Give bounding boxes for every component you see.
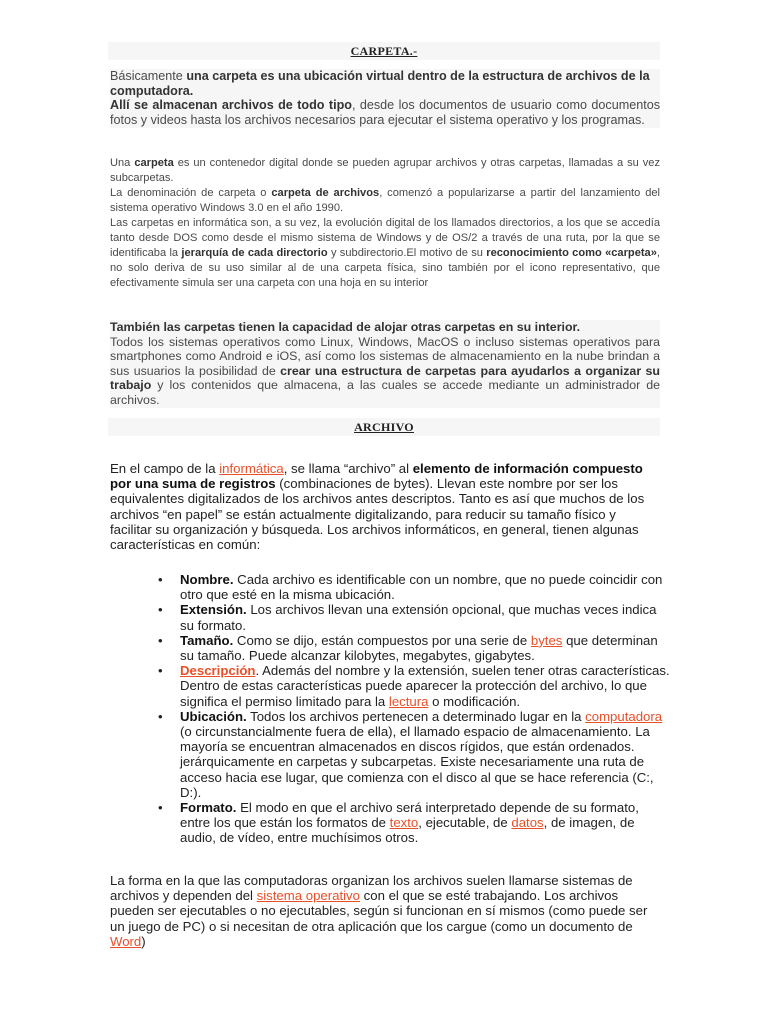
- carpeta-subfolders: [110, 320, 660, 408]
- archivo-closing-text: [110, 873, 662, 949]
- t: Las carpetas en informática son, a su vez, la evolución digital de los llamados directorios, a los que se accedía tanto desde DOS como desde el mismo sistema de Windows y de OS/2 a través de una ruta, por la que se identificaba la: [110, 217, 660, 259]
- t: , no solo deriva de su uso similar al de una carpeta física, sino también por el icono representativo, que efectivamente simula ser una carpeta con una hoja en su interior: [110, 247, 660, 289]
- intro-bold: una carpeta es una ubicación virtual dentro de la estructura de archivos de la computadora.: [110, 69, 650, 98]
- archivo-features-list: [110, 572, 670, 846]
- bullet: •: [158, 602, 163, 618]
- carpeta-details: [110, 156, 660, 291]
- t: Todos los sistemas operativos como Linux, Windows, MacOS o incluso sistemas operativos para smartphones como Android e iOS, así como los sistemas de almacenamiento en la nube brindan a sus usuarios la posibilidad de: [110, 334, 660, 378]
- subfolders-body: [110, 335, 660, 408]
- datos-link[interactable]: datos: [511, 815, 544, 831]
- t: Tamaño.: [180, 632, 234, 648]
- t: con el que se esté trabajando. Los archivos pueden ser ejecutables o no ejecutables, según si funcionan en sí mismos (como puede ser un juego de PC) o si necesitan de otra aplicación que los cargue (como un documento de: [110, 888, 648, 934]
- bytes-link[interactable]: bytes: [530, 632, 563, 648]
- carpeta-definition: [110, 69, 660, 98]
- t: , ejecutable, de: [418, 815, 512, 831]
- list-item-tamano: [158, 632, 670, 664]
- t: Nombre.: [180, 572, 234, 587]
- t: La forma en la que las computadoras organizan los archivos suelen llamarse sistemas de archivos y dependen del: [110, 873, 633, 904]
- t: o modificación.: [428, 693, 521, 709]
- list-item-nombre: [158, 572, 670, 603]
- t: Una: [110, 157, 135, 169]
- intro-prefix: Básicamente: [110, 69, 187, 83]
- t: (combinaciones de bytes). Llevan este nombre por ser los equivalentes digitalizados de los archivos antes descriptos. Tanto es así que muchos de los archivos “en papel” se están actualmente digitalizando, para reducir su tamaño físico y facilitar su organización y búsqueda. Los archivos informáticos, en general, tienen algunas características en común:: [110, 476, 645, 553]
- stored-rest: , desde los documentos de usuario como documentos fotos y videos hasta los archivos necesarios para ejecutar el sistema operativo y los programas.: [110, 98, 661, 128]
- archivo-intro-text: [110, 461, 655, 552]
- bullet: •: [158, 632, 163, 648]
- bullet: •: [158, 572, 163, 587]
- carpeta-history-text: [110, 186, 660, 216]
- archivo-title: ARCHIVO: [354, 420, 414, 434]
- t: . Además del nombre y la extensión, suelen tener otras características. Dentro de estas características puede aparecer la protección del archivo, lo que significa el permiso limitado para la: [180, 663, 670, 709]
- archivo-closing: [110, 873, 662, 949]
- t: También las carpetas tienen la capacidad de alojar otras carpetas en su interior.: [110, 320, 581, 334]
- list-item-descripcion: [158, 663, 670, 709]
- bullet: •: [158, 800, 163, 816]
- t: Como se dijo, están compuestos por una serie de: [233, 632, 531, 648]
- word-link[interactable]: Word: [110, 933, 142, 949]
- sistema-operativo-link[interactable]: sistema operativo: [256, 888, 360, 904]
- informatica-link[interactable]: informática: [219, 461, 284, 476]
- t: jerarquía de cada directorio: [181, 247, 328, 259]
- t: , comenzó a popularizarse a partir del lanzamiento del sistema operativo Windows 3.0 en el año 1990.: [110, 187, 661, 214]
- carpeta-container-text: [110, 156, 660, 186]
- t: , de imagen, de audio, de vídeo, entre muchísimos otros.: [180, 815, 635, 846]
- computadora-link[interactable]: computadora: [585, 708, 663, 724]
- t: y subdirectorio.El motivo de su: [327, 247, 487, 259]
- t: Los archivos llevan una extensión opcional, que muchas veces indica su formato.: [180, 602, 657, 633]
- t: reconocimiento como «carpeta»: [486, 247, 657, 259]
- carpeta-title: CARPETA.-: [350, 44, 418, 58]
- t: Extensión.: [180, 602, 247, 618]
- t: crear una estructura de carpetas para ayudarlos a organizar su trabajo: [110, 363, 661, 393]
- lectura-link[interactable]: lectura: [388, 693, 429, 709]
- list-item-formato: [158, 800, 670, 846]
- list-item-ubicacion: [158, 708, 670, 800]
- list-item-extension: [158, 602, 670, 633]
- carpeta-storage: [110, 98, 660, 127]
- subfolders-lead: [110, 320, 660, 335]
- t: es un contenedor digital donde se pueden agrupar archivos y otras carpetas, llamadas a su vez subcarpetas.: [110, 157, 661, 184]
- descripcion-link[interactable]: Descripción: [180, 663, 256, 679]
- t: carpeta de archivos: [271, 187, 380, 199]
- t: y los contenidos que almacena, a las cuales se accede mediante un administrador de archivos.: [110, 378, 660, 407]
- archivo-intro: [110, 461, 655, 552]
- t: Ubicación.: [180, 708, 247, 724]
- t: , se llama “archivo” al: [283, 461, 413, 476]
- texto-link[interactable]: texto: [389, 815, 419, 831]
- t: En el campo de la: [110, 461, 220, 476]
- bullet: •: [158, 663, 163, 679]
- t: Formato.: [180, 800, 237, 816]
- bullet: •: [158, 708, 163, 724]
- t: carpeta: [134, 157, 174, 169]
- t: (o circunstancialmente fuera de ella), el llamado espacio de almacenamiento. La mayoría se encuentran almacenados en discos rígidos, que están ordenados. jerárquicamente en carpetas y subcarpetas. Existe necesariamente una ruta de acceso hacia ese lugar, que comienza con el disco al que se hace referencia (C:, D:).: [180, 724, 654, 800]
- t: La denominación de carpeta o: [110, 187, 272, 199]
- t: Todos los archivos pertenecen a determinado lugar en la: [246, 708, 586, 724]
- t: Cada archivo es identificable con un nombre, que no puede coincidir con otro que esté en la misma ubicación.: [180, 572, 663, 603]
- t: que determinan su tamaño. Puede alcanzar kilobytes, megabytes, gigabytes.: [180, 632, 658, 664]
- stored-bold: Allí se almacenan archivos de todo tipo: [110, 98, 352, 113]
- t: elemento de información compuesto por una suma de registros: [110, 461, 643, 492]
- t: El modo en que el archivo será interpretado depende de su formato, entre los que están los formatos de: [180, 800, 639, 831]
- carpeta-evolution-text: [110, 216, 660, 291]
- t: ): [141, 933, 146, 949]
- carpeta-intro: [110, 69, 660, 128]
